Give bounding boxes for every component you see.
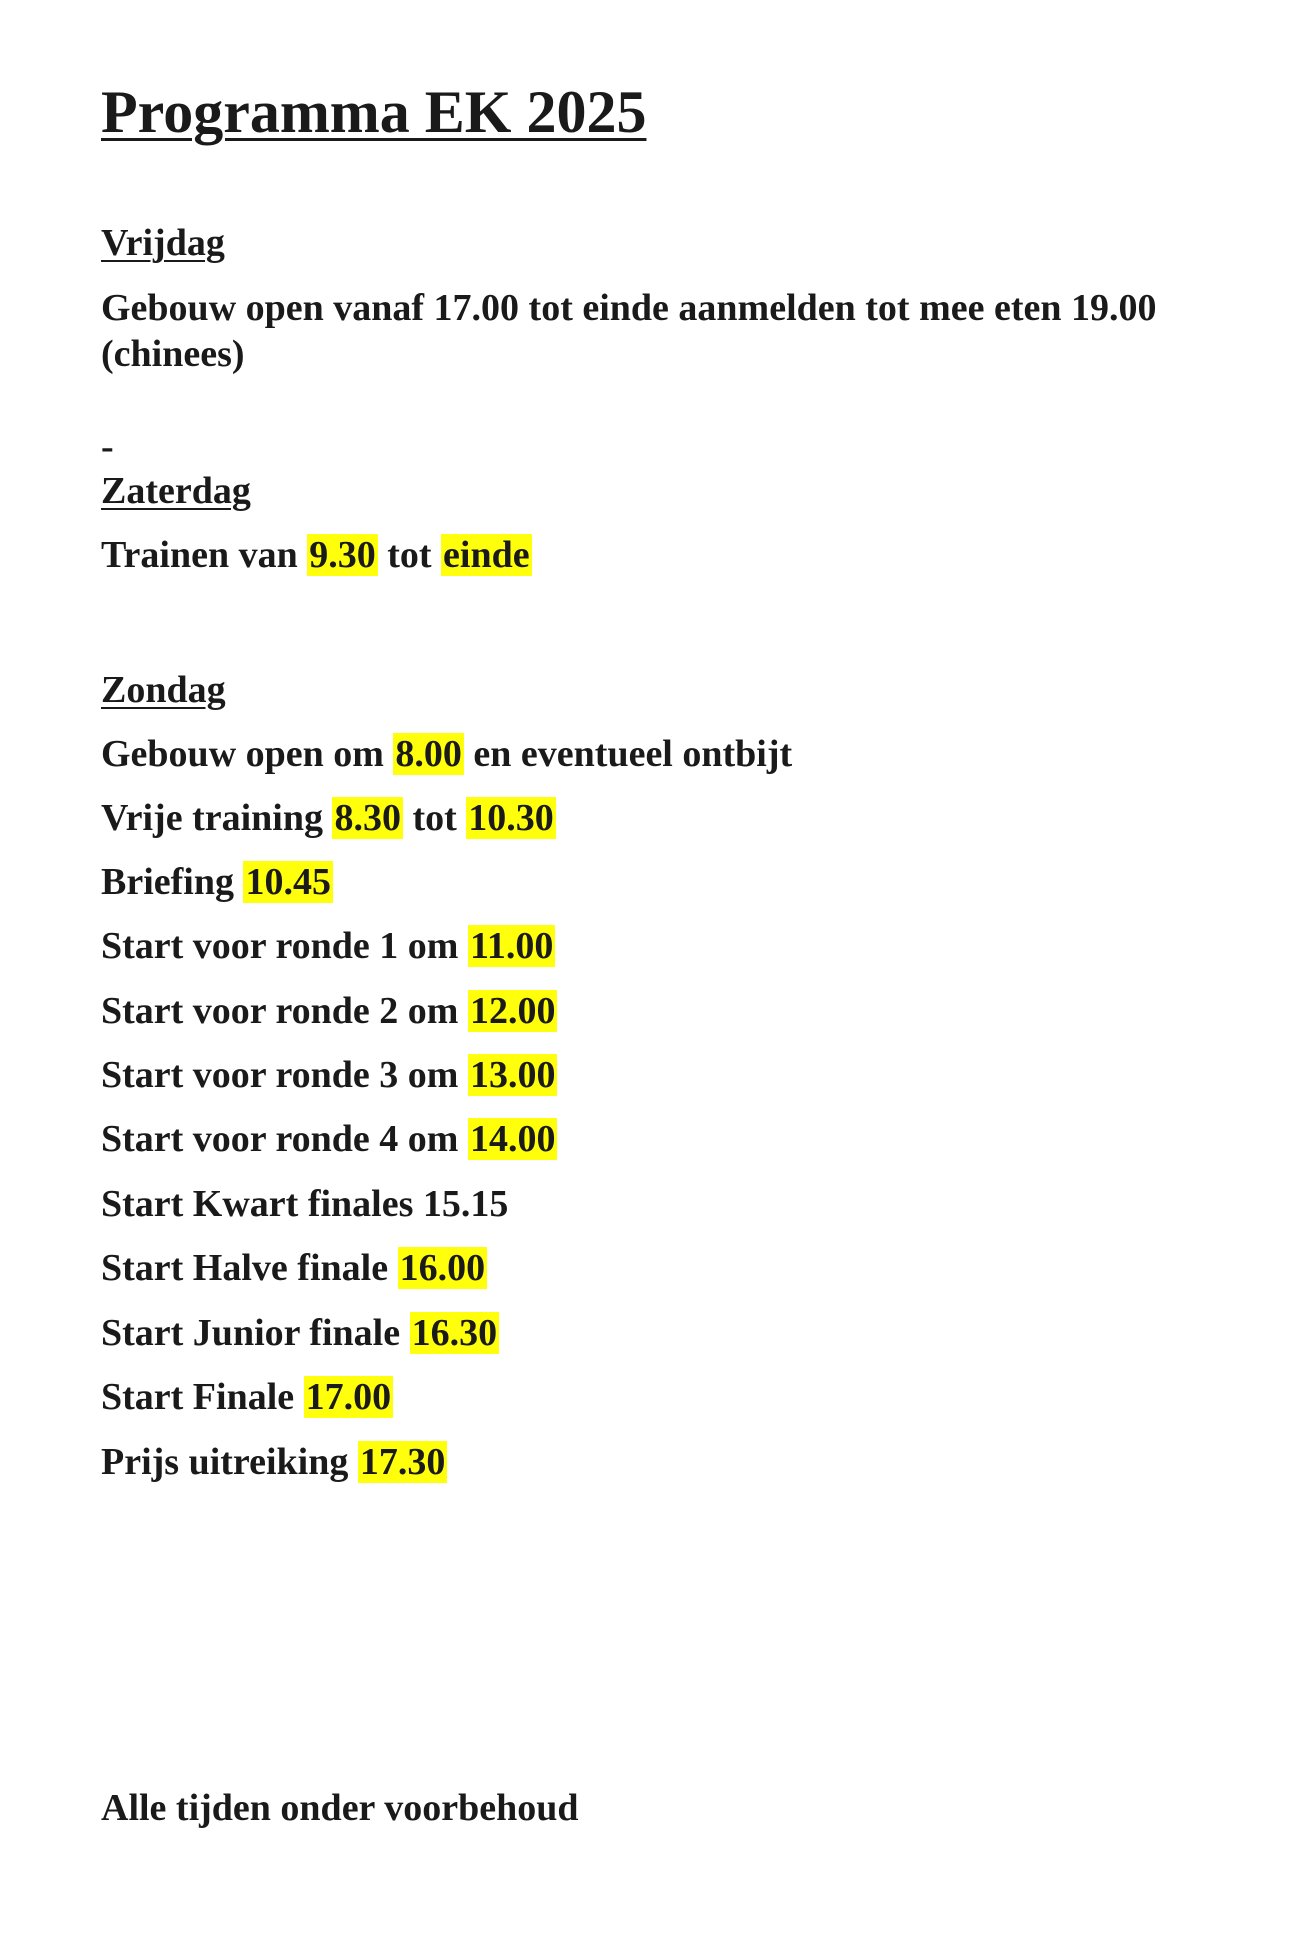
zondag-item bbox=[101, 1052, 557, 1098]
item-text: Briefing bbox=[101, 861, 244, 903]
item-text-b: en eventueel ontbijt bbox=[463, 733, 793, 775]
item-text: Start Halve finale bbox=[101, 1247, 398, 1289]
separator-dash: - bbox=[101, 426, 114, 468]
item-text: Start voor ronde 3 om bbox=[101, 1054, 468, 1096]
zondag-item bbox=[101, 795, 556, 841]
item-text: Start Kwart finales 15.15 bbox=[101, 1183, 509, 1225]
zondag-item bbox=[101, 988, 557, 1034]
heading-zaterdag: Zaterdag bbox=[101, 470, 251, 512]
item-time: 17.00 bbox=[305, 1376, 392, 1418]
item-time: 16.30 bbox=[411, 1312, 498, 1354]
item-time: 16.00 bbox=[399, 1247, 486, 1289]
footer-note: Alle tijden onder voorbehoud bbox=[101, 1787, 579, 1829]
item-text: Prijs uitreiking bbox=[101, 1441, 358, 1483]
heading-zondag: Zondag bbox=[101, 669, 226, 711]
zaterdag-line bbox=[101, 532, 532, 578]
zondag-item bbox=[101, 1439, 447, 1485]
heading-vrijdag: Vrijdag bbox=[101, 222, 225, 264]
item-time: 13.00 bbox=[469, 1054, 556, 1096]
item-text: Vrije training bbox=[101, 797, 333, 839]
zaterdag-time-start: 9.30 bbox=[309, 534, 376, 576]
zondag-item bbox=[101, 1245, 487, 1291]
item-time-end: 10.30 bbox=[468, 797, 554, 839]
zondag-item bbox=[101, 923, 555, 969]
item-text: Start Junior finale bbox=[101, 1312, 410, 1354]
item-time: 17.30 bbox=[359, 1441, 446, 1483]
item-text: Start voor ronde 2 om bbox=[101, 990, 468, 1032]
page-title: Programma EK 2025 bbox=[101, 79, 647, 145]
zondag-item bbox=[101, 731, 792, 777]
item-text-b: tot bbox=[402, 797, 467, 839]
zondag-item bbox=[101, 1116, 557, 1162]
item-text: Gebouw open om bbox=[101, 733, 394, 775]
zaterdag-text-a: Trainen van bbox=[101, 534, 308, 576]
item-text: Start Finale bbox=[101, 1376, 304, 1418]
item-time: 8.00 bbox=[395, 733, 462, 775]
item-text: Start voor ronde 4 om bbox=[101, 1118, 468, 1160]
zaterdag-text-b: tot bbox=[377, 534, 442, 576]
zondag-item bbox=[101, 1374, 393, 1420]
zondag-item bbox=[101, 859, 333, 905]
zondag-item bbox=[101, 1310, 499, 1356]
item-time: 11.00 bbox=[469, 925, 554, 967]
item-text: Start voor ronde 1 om bbox=[101, 925, 468, 967]
item-time: 14.00 bbox=[469, 1118, 556, 1160]
zaterdag-time-end: einde bbox=[443, 534, 530, 576]
vrijdag-line: Gebouw open vanaf 17.00 tot einde aanmelden tot mee eten 19.00 (chinees) bbox=[101, 287, 1157, 375]
item-time: 8.30 bbox=[334, 797, 401, 839]
item-time: 12.00 bbox=[469, 990, 556, 1032]
item-time: 10.45 bbox=[245, 861, 331, 903]
zondag-item bbox=[101, 1181, 508, 1227]
